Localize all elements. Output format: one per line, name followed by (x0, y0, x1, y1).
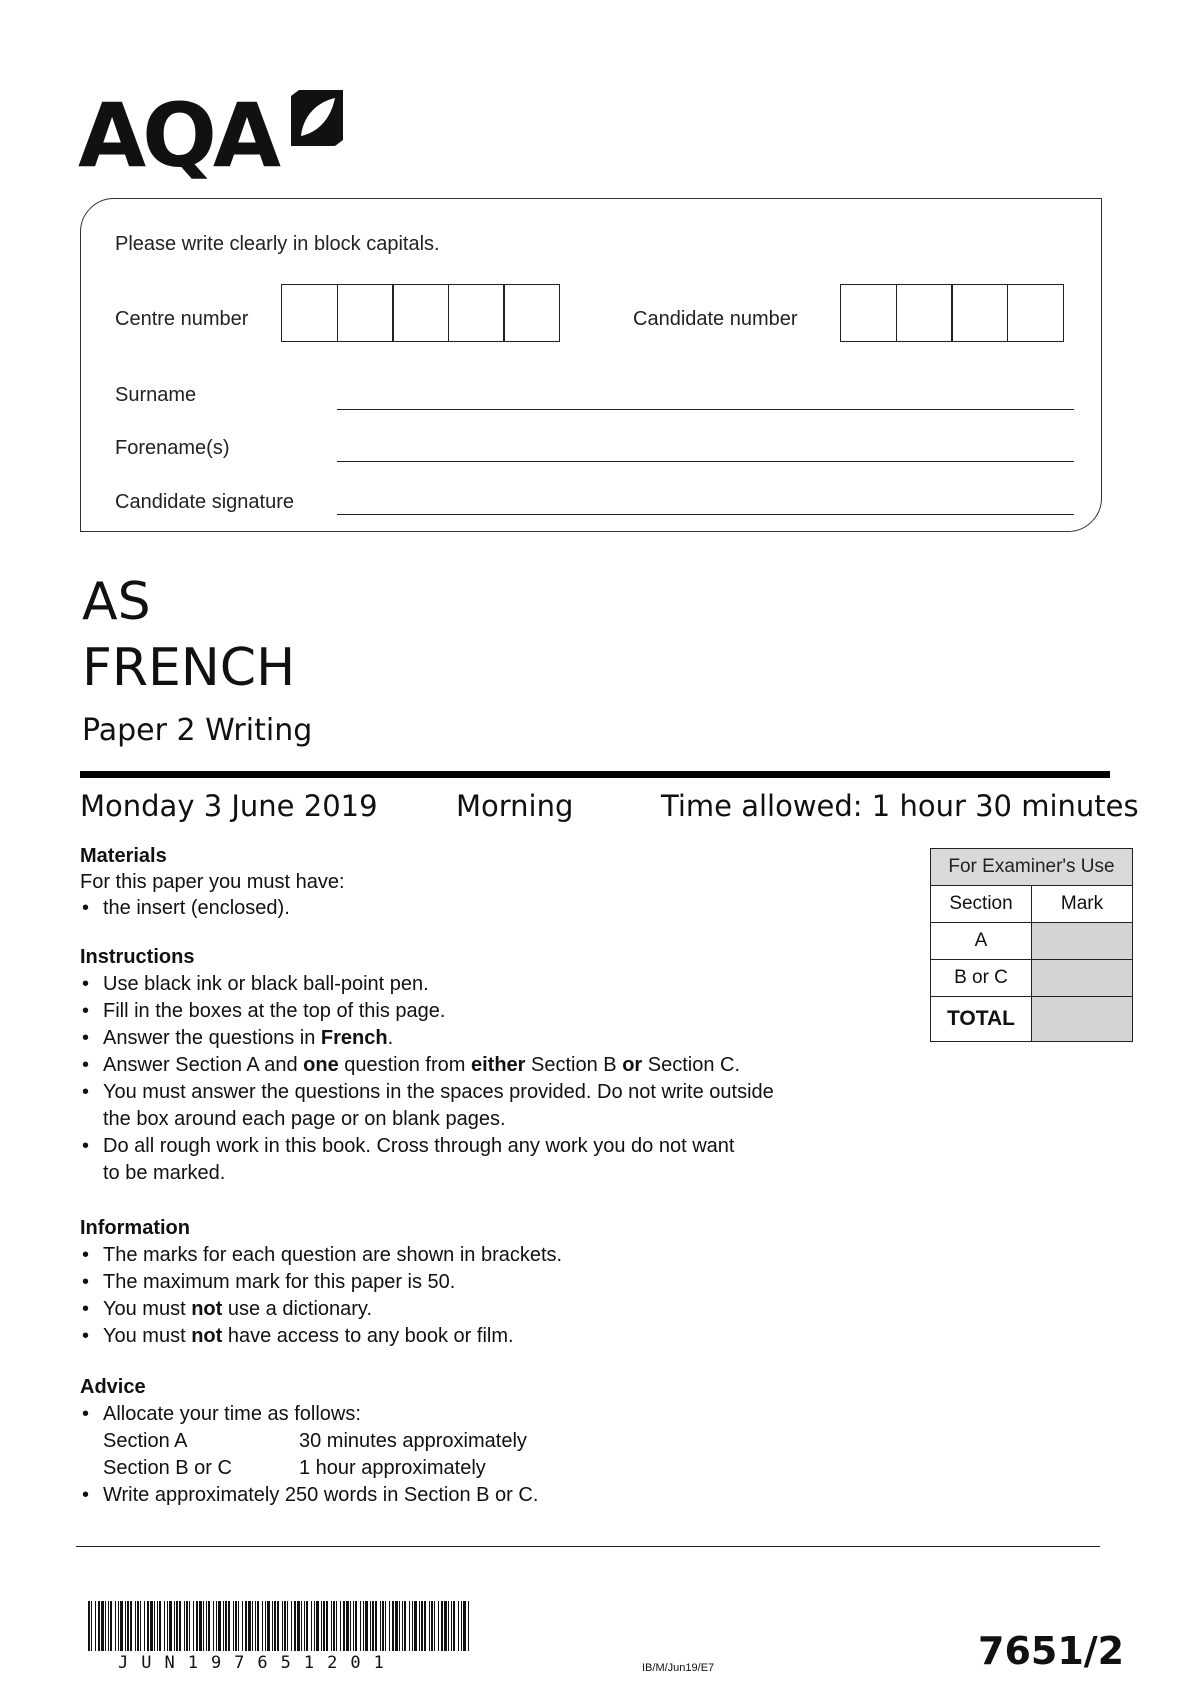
section-column-header: Section (931, 886, 1032, 923)
time-allowed: Time allowed: 1 hour 30 minutes (661, 789, 1139, 823)
paper-title: Paper 2 Writing (82, 713, 313, 748)
mark-column-header: Mark (1032, 886, 1133, 923)
information-item: • The marks for each question are shown in brackets. (80, 1242, 562, 1269)
instruction-emphasis: one (303, 1054, 339, 1076)
signature-field[interactable] (337, 514, 1074, 515)
instruction-text: • You must answer the questions in the spaces provided. Do not write outside (103, 1081, 774, 1103)
instructions-section (80, 944, 774, 1187)
information-section (80, 1215, 562, 1350)
instruction-text: Answer Section A and (103, 1054, 304, 1076)
barcode-text: JUN197651201 (118, 1653, 397, 1673)
exam-session: Morning (456, 789, 574, 823)
candidate-digit-box[interactable] (951, 284, 1008, 342)
instruction-text: Answer the questions in (103, 1027, 321, 1049)
document-reference: IB/M/Jun19/E7 (642, 1662, 715, 1674)
advice-text: • Allocate your time as follows: (103, 1403, 361, 1425)
advice-heading: Advice (80, 1376, 146, 1398)
aqa-logo-text: AQA (78, 84, 278, 187)
time-allocation-section: Section B or C (103, 1457, 232, 1479)
instruction-text: • Do all rough work in this book. Cross through any work you do not want (103, 1135, 735, 1157)
time-allocation-row (103, 1455, 538, 1482)
advice-item: • Write approximately 250 words in Section B or C. (80, 1482, 538, 1509)
instruction-item (80, 1052, 774, 1079)
block-capitals-instruction: Please write clearly in block capitals. (115, 233, 440, 255)
mark-cell (1032, 960, 1133, 997)
instruction-text: Section B (525, 1054, 623, 1076)
centre-digit-box[interactable] (337, 284, 394, 342)
information-text: have access to any book or film. (222, 1325, 514, 1347)
instructions-heading: Instructions (80, 946, 195, 968)
paper-code: 7651/2 (978, 1629, 1125, 1673)
section-b-or-c-cell: B or C (931, 960, 1032, 997)
materials-section (80, 843, 345, 922)
time-allocation-row (103, 1428, 538, 1455)
signature-label: Candidate signature (115, 491, 295, 513)
centre-digit-box[interactable] (448, 284, 505, 342)
information-item (80, 1323, 562, 1350)
instructions-list (80, 971, 774, 1187)
instruction-item: • Fill in the boxes at the top of this page. (80, 998, 774, 1025)
forename-label: Forename(s) (115, 437, 230, 459)
candidate-number-label: Candidate number (633, 308, 798, 330)
aqa-leaf-logo-icon (287, 88, 345, 148)
centre-digit-box[interactable] (503, 284, 560, 342)
materials-item: • the insert (enclosed). (80, 895, 345, 922)
total-label: TOTAL (931, 997, 1032, 1042)
candidate-digit-box[interactable] (840, 284, 897, 342)
title-divider (80, 771, 1110, 778)
examiner-table-title: For Examiner's Use (931, 849, 1133, 886)
instruction-item: • Use black ink or black ball-point pen. (80, 971, 774, 998)
candidate-digit-box[interactable] (1007, 284, 1064, 342)
forename-field[interactable] (337, 461, 1074, 462)
surname-label: Surname (115, 384, 197, 406)
exam-date: Monday 3 June 2019 (80, 789, 378, 823)
materials-heading: Materials (80, 845, 167, 867)
candidate-digit-box[interactable] (896, 284, 953, 342)
information-heading: Information (80, 1217, 190, 1239)
examiner-use-table (930, 848, 1133, 1042)
information-text: You must (103, 1298, 192, 1320)
instruction-emphasis: either (471, 1054, 526, 1076)
advice-section (80, 1374, 538, 1509)
instruction-text: . (387, 1027, 394, 1049)
centre-digit-box[interactable] (392, 284, 449, 342)
total-mark-cell (1032, 997, 1133, 1042)
instruction-text: Section C. (642, 1054, 741, 1076)
information-emphasis: not (191, 1325, 223, 1347)
information-item (80, 1296, 562, 1323)
qualification-level: AS (82, 572, 151, 632)
materials-intro: For this paper you must have: (80, 871, 345, 893)
centre-number-label: Centre number (115, 308, 249, 330)
information-text: use a dictionary. (222, 1298, 373, 1320)
centre-number-boxes[interactable] (281, 284, 560, 342)
surname-field[interactable] (337, 409, 1074, 410)
section-a-cell: A (931, 923, 1032, 960)
footer-divider (76, 1546, 1100, 1547)
candidate-number-boxes[interactable] (840, 284, 1064, 342)
advice-list (80, 1401, 538, 1509)
subject-title: FRENCH (82, 638, 296, 698)
information-text: You must (103, 1325, 192, 1347)
instruction-item (80, 1025, 774, 1052)
information-emphasis: not (191, 1298, 223, 1320)
instruction-item (80, 1079, 774, 1133)
instruction-emphasis: or (622, 1054, 643, 1076)
instruction-text: question from (338, 1054, 471, 1076)
information-list (80, 1242, 562, 1350)
instruction-text: the box around each page or on blank pages. (103, 1108, 506, 1130)
advice-item (80, 1401, 538, 1482)
instruction-text: to be marked. (103, 1162, 226, 1184)
instruction-emphasis: French (320, 1027, 388, 1049)
mark-cell (1032, 923, 1133, 960)
instruction-item (80, 1133, 774, 1187)
information-item: • The maximum mark for this paper is 50. (80, 1269, 562, 1296)
time-allocation-time: 30 minutes approximately (299, 1430, 527, 1452)
materials-list (80, 895, 345, 922)
centre-digit-box[interactable] (281, 284, 338, 342)
barcode-icon (88, 1601, 470, 1651)
time-allocation-section: Section A (103, 1430, 188, 1452)
time-allocation-time: 1 hour approximately (299, 1457, 486, 1479)
